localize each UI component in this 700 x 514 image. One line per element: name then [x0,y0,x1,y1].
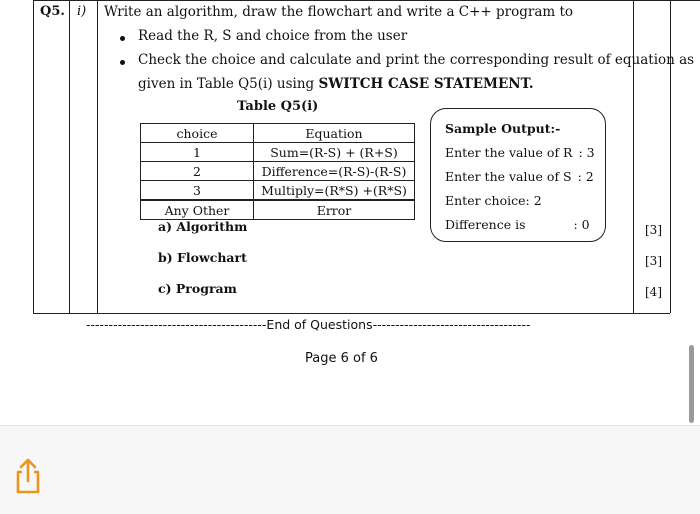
sample-line-2 [445,169,594,184]
sample-line-value: : 0 [573,217,590,232]
question-prompt: Write an algorithm, draw the flowchart and write a C++ program to [104,4,574,20]
header-choice: choice [141,124,254,143]
table-title: Table Q5(i) [237,99,319,114]
left-border [33,0,34,313]
task-text: Flowchart [177,250,247,265]
cell-choice: 3 [141,181,254,201]
task-flowchart [158,250,247,265]
task-label: a) [158,219,173,234]
task-marks: [3] [645,223,662,237]
bullet-1-text: Read the R, S and choice from the user [138,28,408,44]
sample-line-label: Enter the value of S [445,169,572,184]
switch-case-emphasis: SWITCH CASE STATEMENT. [318,76,534,92]
number-column-divider [69,0,70,313]
cell-equation: Difference=(R-S)-(R-S) [254,162,415,181]
scrollbar[interactable] [689,345,694,423]
table-row [141,143,415,162]
top-border [33,0,700,1]
question-part: i) [77,4,87,19]
sample-output-box [430,108,606,242]
task-text: Algorithm [176,219,248,234]
task-algorithm [158,219,247,234]
cell-choice: 2 [141,162,254,181]
table-row [141,200,415,220]
bullet-dot-1 [120,36,125,41]
task-marks: [3] [645,254,662,268]
task-program [158,281,237,296]
dash-leader-right: ----------------------------------- [372,317,531,332]
sample-line-1 [445,145,595,160]
part-column-divider [97,0,98,313]
question-number: Q5. [40,4,65,19]
task-marks: [4] [645,285,662,299]
page-number: Page 6 of 6 [305,351,378,366]
equation-table [140,123,415,220]
bullet-2-continuation-prefix: given in Table Q5(i) using [138,76,319,92]
cell-choice: Any Other [141,200,254,220]
dash-leader-left: ---------------------------------------- [86,317,267,332]
sample-line-3 [445,193,542,208]
task-text: Program [175,281,237,296]
share-icon[interactable] [8,454,48,494]
bottom-border [33,313,670,314]
sample-output-title: Sample Output:- [445,121,561,136]
bullet-dot-2 [120,60,125,65]
cell-equation: Sum=(R-S) + (R+S) [254,143,415,162]
sample-line-label: Difference is [445,217,526,232]
sample-line-value: : 3 [578,145,595,160]
sample-line-label: Enter the value of R [445,145,573,160]
table-row [141,162,415,181]
task-label: c) [158,281,172,296]
task-label: b) [158,250,173,265]
viewer-toolbar [0,425,700,514]
marks-column-divider [633,0,634,313]
right-border [670,0,671,313]
sample-line-label: Enter choice: 2 [445,193,542,208]
cell-choice: 1 [141,143,254,162]
cell-equation: Error [254,200,415,220]
end-of-questions [86,317,530,332]
end-of-questions-text: End of Questions [266,317,373,332]
cell-equation: Multiply=(R*S) +(R*S) [254,181,415,201]
bullet-2-continuation [138,76,534,92]
bullet-2-text: Check the choice and calculate and print the corresponding result of equation as [138,52,695,68]
table-header-row [141,124,415,143]
table-row [141,181,415,201]
sample-line-4 [445,217,590,232]
header-equation: Equation [254,124,415,143]
sample-line-value: : 2 [577,169,594,184]
